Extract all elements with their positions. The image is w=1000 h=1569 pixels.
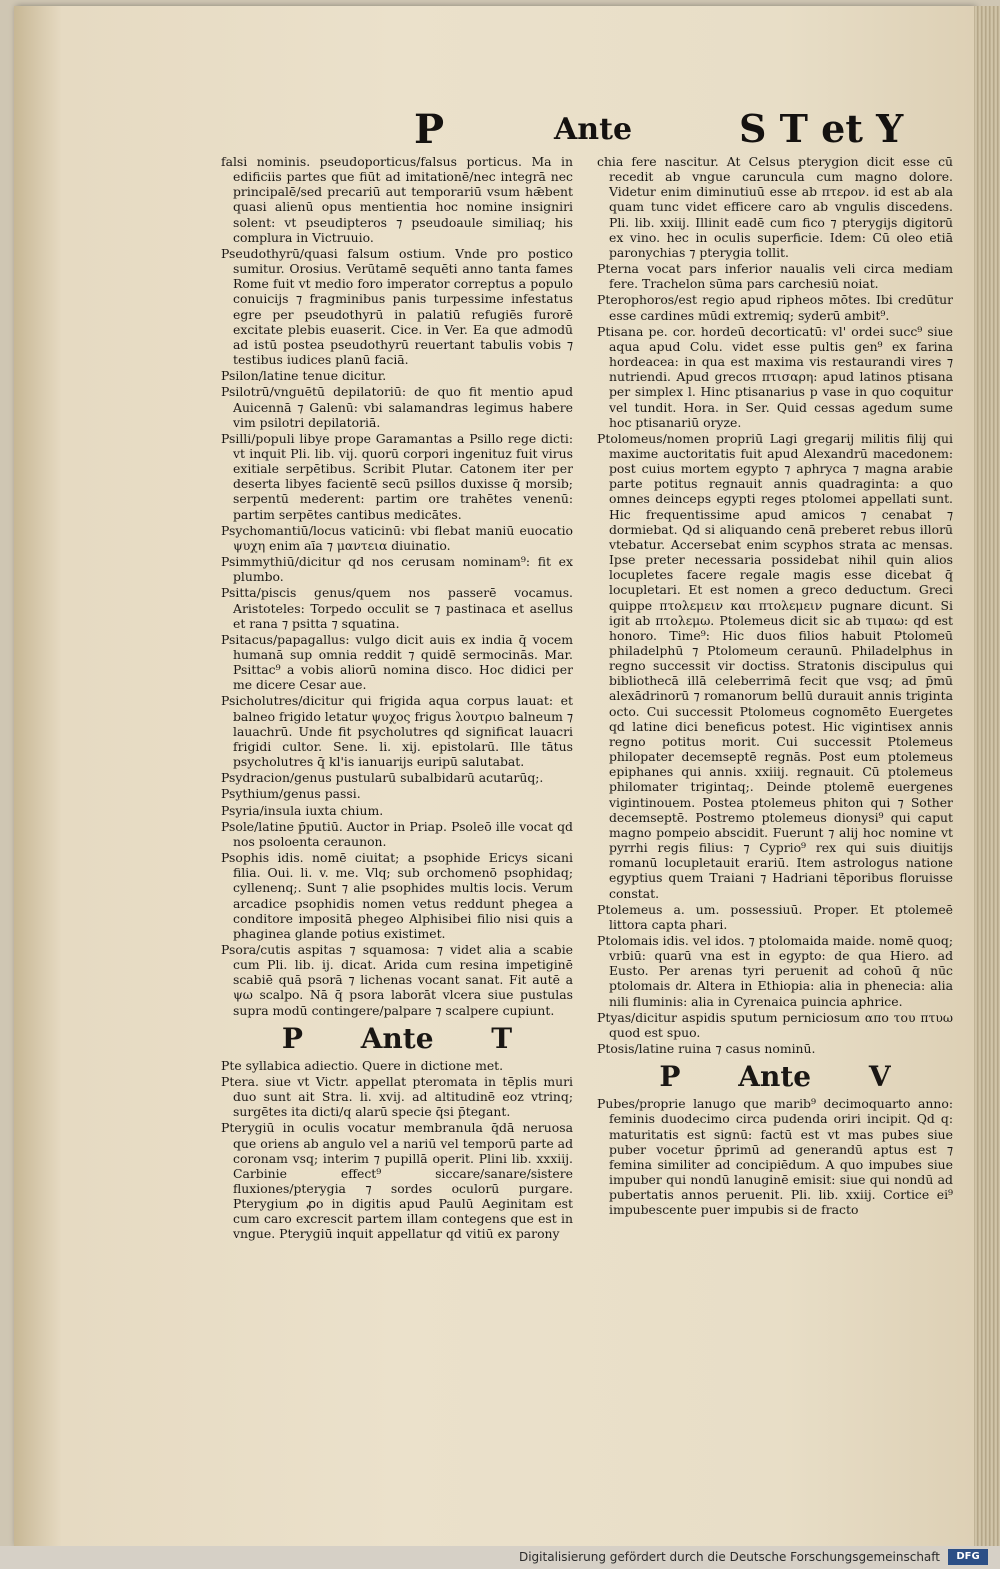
page-edge	[974, 6, 1000, 1546]
dictionary-entry: Ptisana pe. cor. hordeū decorticatū: vl' ordei succ⁹ siue aqua apud Colu. videt esse pultis gen⁹ ex farina hordeacea: in qua est maxima vis restaurandi vires ⁊ nutriendi. Apud grecos πτισαρη: apud latinos ptisana per simplex l. Hinc ptisanarius p vase in quo coquitur vel tundit. Hora. in Ser. Quid cessas agedum sume hoc ptisanariū oryze.	[597, 323, 953, 430]
dictionary-entry: chia fere nascitur. At Celsus pterygion dicit esse cū recedit ab vngue caruncula cum magno dolore. Videtur enim diminutiuū esse ab πτερον. id est ab ala quam tunc videt efficere caro ab vngulis discedens. Pli. lib. xxiij. Illinit eadē cum fico ⁊ pterygijs digitorū ex vino. hec in oculis superficie. Idem: Cū oleo etiā paronychias ⁊ pterygia tollit.	[597, 154, 953, 260]
funding-notice: Digitalisierung gefördert durch die Deutsche Forschungsgemeinschaft	[518, 1550, 940, 1564]
dictionary-entry: Pterophoros/est regio apud ripheos mōtes. Ibi credūtur esse cardines mūdi extremiq; syderū ambit⁹.	[597, 292, 953, 323]
dictionary-entry: Ptera. siue vt Victr. appellat pteromata in tēplis muri duo sunt ait Stra. li. xvij. ad altitudinē eoz vtrinq; surgētes ita dicti/q alarū specie q̄si p̄tegant.	[221, 1073, 573, 1120]
dictionary-entry: Psychomantiū/locus vaticinū: vbi flebat maniū euocatio ψυχη enim aīa ⁊ μαντεια diuinatio.	[221, 522, 573, 553]
dictionary-entry: Psitacus/papagallus: vulgo dicit auis ex india q̄ vocem humanā sup omnia reddit ⁊ quidē sermocinās. Mar. Psittac⁹ a vobis aliorū nomina disco. Hoc didici per me dicere Cesar aue.	[221, 631, 573, 693]
dictionary-entry: Pseudothyrū/quasi falsum ostium. Vnde pro postico sumitur. Orosius. Verūtamē sequēti anno tanta fames Rome fuit vt medio foro imperator correptus a populo conuicijs ⁊ fragminibus panis turpessime infestatus egre per pseudothyrū in palatiū refugiēs furorē excitate plebis euaserit. Cice. in Ver. Ea que admodū ad istū postea pseudothyrū reuertant tabulis vobis ⁊ testibus iudices planū faciā.	[221, 245, 573, 368]
subhead-ante: Ante	[738, 1060, 812, 1094]
dictionary-entry: Psythium/genus passi.	[221, 786, 361, 802]
right-column	[597, 154, 953, 1292]
header-letter: P	[414, 106, 445, 153]
subhead-ante: Ante	[360, 1021, 434, 1055]
header-ante: Ante	[554, 112, 633, 147]
dictionary-entry: Pterna vocat pars inferior naualis veli circa mediam fere. Trachelon sūma pars carchesiū noiat.	[597, 261, 953, 292]
dictionary-entry: Psora/cutis aspitas ⁊ squamosa: ⁊ videt alia a scabie cum Pli. lib. ij. dicat. Arida cum resina impetiginē scabiē quā psorā ⁊ lichenas vocant sanat. Fit autē a ψω scalpo. Nā q̄ psora laborāt vlcera siue pustulas supra modū contingere/palpare ⁊ scalpere cupiunt.	[221, 941, 573, 1018]
section-heading-pu	[597, 1062, 953, 1092]
dictionary-entry: Psydracion/genus pustularū subalbidarū acutarūq;.	[221, 770, 544, 786]
dictionary-entry: falsi nominis. pseudoporticus/falsus porticus. Ma in edificiis partes que fiūt ad imitationē/nec integrā nec principalē/sed precariū aut temporariū vsum hǣbent quasi alienū opus mentientia hoc nomine insigniri solent: vt pseudipteros ⁊ pseudoaule similiaq; his complura in Victruuio.	[221, 154, 573, 245]
right-entries-after	[597, 1096, 953, 1217]
dictionary-entry: Psole/latine p̄putiū. Auctor in Priap. Psoleō ille vocat qd nos psoloenta ceraunon.	[221, 818, 573, 849]
dictionary-entry: Ptosis/latine ruina ⁊ casus nominū.	[597, 1041, 816, 1057]
dictionary-entry: Psimmythiū/dicitur qd nos cerusam nominam⁹: fit ex plumbo.	[221, 554, 573, 585]
subhead-next: T	[491, 1021, 513, 1055]
dictionary-entry: Ptolomais idis. vel idos. ⁊ ptolomaida maide. nomē quoq; vrbiū: quarū vna est in egypto: de qua Hiero. ad Eusto. Per arenas tyri peruenit ad cohoū q̄ nūc ptolomais dr. Altera in Ethiopia: alia in phenecia: alia nili fluminis: alia in Cyrenaica puincia aphrice.	[597, 932, 953, 1009]
dictionary-entry: Psitta/piscis genus/quem nos passerē vocamus. Aristoteles: Torpedo occulit se ⁊ pastinaca et asellus et rana ⁊ psitta ⁊ squatina.	[221, 585, 573, 631]
subhead-letter: P	[281, 1021, 303, 1055]
dictionary-entry: Psilon/latine tenue dicitur.	[221, 368, 387, 384]
subhead-next: V	[868, 1060, 891, 1094]
dictionary-entry: Psilli/populi libye prope Garamantas a Psillo rege dicti: vt inquit Pli. lib. vij. quorū corpori ingenituz fuit virus exitiale serpētibus. Scribit Plutar. Catonem iter per deserta libyes facientē secū psillos duxisse q̄ morsib; serpentū mederent: partim ore trahētes venenū: partim serpētes cantibus medicātes.	[221, 430, 573, 522]
running-header	[414, 106, 924, 152]
book-page	[14, 6, 974, 1546]
dictionary-entry: Pubes/proprie lanugo que marib⁹ decimoquarto anno: feminis duodecimo circa pudenda oriri incipit. Qd q: maturitatis est signū: factū est vt mas pubes siue puber vocetur p̄primū ad generandū aptus est ⁊ femina similiter ad concipiēdum. A quo impubes siue impuber qui nondū lanuginē emisit: siue qui nondū ad pubertatis annos peruenit. Pli. lib. xxiij. Cortice ei⁹ impubescente puer impubis si de fracto	[597, 1096, 953, 1218]
left-entries	[221, 154, 573, 1018]
left-column	[221, 154, 573, 1292]
footer-bar	[0, 1546, 1000, 1569]
section-heading-pt	[221, 1021, 573, 1055]
dictionary-entry: Ptyas/dicitur aspidis sputum perniciosum απο του πτυω quod est spuo.	[597, 1009, 953, 1040]
dictionary-entry: Pterygiū in oculis vocatur membranula q̄dā neruosa que oriens ab angulo vel a nariū vel temporū parte ad coronam vsq; interim ⁊ pupillā operit. Plini lib. xxxiij. Carbinie effect⁹ siccare/sanare/sistere fluxiones/pterygia ⁊ sordes oculorū purgare. Pterygium ꝓo in digitis apud Paulū Aeginitam est cum caro excrescit partem illam contegens que est in vngue. Pterygiū inquit appellatur qd vitiū ex parony	[221, 1120, 573, 1242]
right-entries	[597, 154, 953, 1056]
left-entries-after	[221, 1058, 573, 1242]
dictionary-entry: Ptolomeus/nomen propriū Lagi gregarij militis filij qui maxime auctoritatis fuit apud Alexandrū macedonem: post cuius mortem egypto ⁊ aphryca ⁊ magna arabie parte potitus regnauit annis quadraginta: a quo omnes deinceps egypti reges ptolomei appellati sunt. Hic frequentissime apud amicos ⁊ cenabat ⁊ dormiebat. Qd si aliquando cenā preberet rebus illorū vtebatur. Accersebat enim scyphos strata ac mensas. Ipse preter necessaria possidebat nihil quin alios locupletes facere regale magis esse dicebat q̄ locupletari. Et est nomen a greco deductum. Greci quippe πτολεμειν και πτολεμειν pugnare dicunt. Si igit ab πτολεμω. Ptolemeus dicit sic ab τιμαω: qd est honoro. Time⁹: Hic duos filios habuit Ptolomeū philadelphū ⁊ Ptolomeum ceraunū. Philadelphus in regno successit vir doctiss. Stratonis discipulus qui bibliothecā illā celeberrimā fecit que vsq; ad p̄mū alexādrinorū ⁊ romanorum bellū durauit annis triginta octo. Cui successit Ptolomeus cognomēto Euergetes qd latine dici beneficus potest. Hic vigintisex annis regno potitus morit. Cui successit Ptolemeus philopater decemseptē regnās. Post eum ptolemeus epiphanes qui annis. xxiiij. regnauit. Cū ptolemeus philomater trigintaq;. Deinde ptolemē euergenes vigintinouem. Postea ptolemeus phiton qui ⁊ Sother decemseptē. Postremo ptolemeus dionysi⁹ qui caput magno pompeio abscidit. Fuerunt ⁊ alij hoc nomine vt pyrrhi regis filius: ⁊ Cyprio⁹ rex qui suis diuitijs romanū locupletauit erariū. Item astrologus natione egyptius quem Traiani ⁊ Hadriani tēporibus floruisse constat.	[597, 430, 953, 901]
dfg-logo: DFG	[948, 1549, 988, 1565]
dictionary-entry: Pte syllabica adiectio. Quere in dictione met.	[221, 1057, 504, 1073]
header-range: S T et Y	[739, 106, 904, 151]
subhead-letter: P	[659, 1060, 681, 1094]
dictionary-entry: Psicholutres/dicitur qui frigida aqua corpus lauat: et balneo frigido letatur ψυχος frigus λουτριο balneum ⁊ lauachrū. Unde fit psycholutres qd significat lauacri frigidi cultor. Sene. li. xij. epistolarū. Ille tātus psycholutres q̄ kl'is ianuarijs euripū salutabat.	[221, 693, 573, 770]
dictionary-entry: Psophis idis. nomē ciuitat; a psophide Ericys sicani filia. Oui. li. v. me. Vlq; sub orchomenō psophidaq; cyllenenq;. Sunt ⁊ alie psophides multis locis. Verum arcadice psophidis nomen vetus reddunt phegea a conditore impositā phegeo Alphisibei filio nisi quis a phaginea glande potius existimet.	[221, 850, 573, 941]
dictionary-entry: Psilotrū/vnguētū depilatoriū: de quo fit mentio apud Auicennā ⁊ Galenū: vbi salamandras legimus habere vim psilotri depilatoriā.	[221, 384, 573, 430]
dictionary-entry: Psyria/insula iuxta chium.	[221, 802, 384, 818]
dictionary-entry: Ptolemeus a. um. possessiuū. Proper. Et ptolemeē littora capta phari.	[597, 901, 953, 932]
